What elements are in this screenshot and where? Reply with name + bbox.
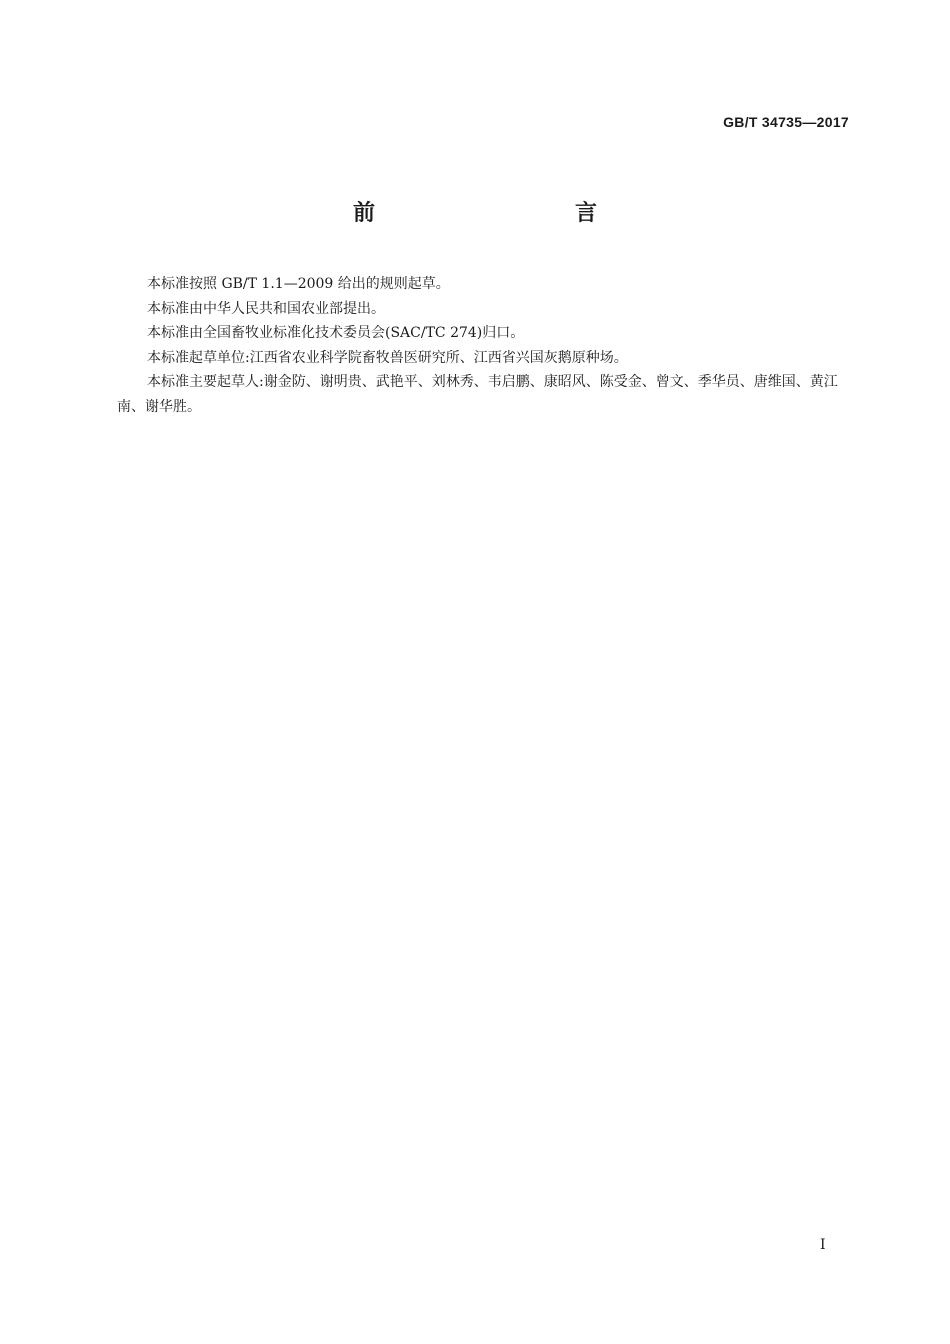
page-number: I — [820, 1237, 826, 1253]
paragraph-drafting-units: 本标准起草单位:江西省农业科学院畜牧兽医研究所、江西省兴国灰鹅原种场。 — [147, 349, 628, 366]
paragraph-proposer: 本标准由中华人民共和国农业部提出。 — [147, 300, 385, 317]
standard-code: GB/T 34735—2017 — [723, 114, 849, 130]
paragraph-drafting-rules: 本标准按照 GB/T 1.1—2009 给出的规则起草。 — [147, 276, 450, 292]
paragraph-drafters: 本标准主要起草人:谢金防、谢明贵、武艳平、刘林秀、韦启鹏、康昭风、陈受金、曾文、季华员、唐维国、黄江南、谢华胜。 — [117, 374, 838, 415]
paragraph-technical-committee: 本标准由全国畜牧业标准化技术委员会(SAC/TC 274)归口。 — [147, 325, 525, 341]
page-title: 前 言 — [352, 201, 649, 226]
foreword-body — [117, 272, 852, 419]
